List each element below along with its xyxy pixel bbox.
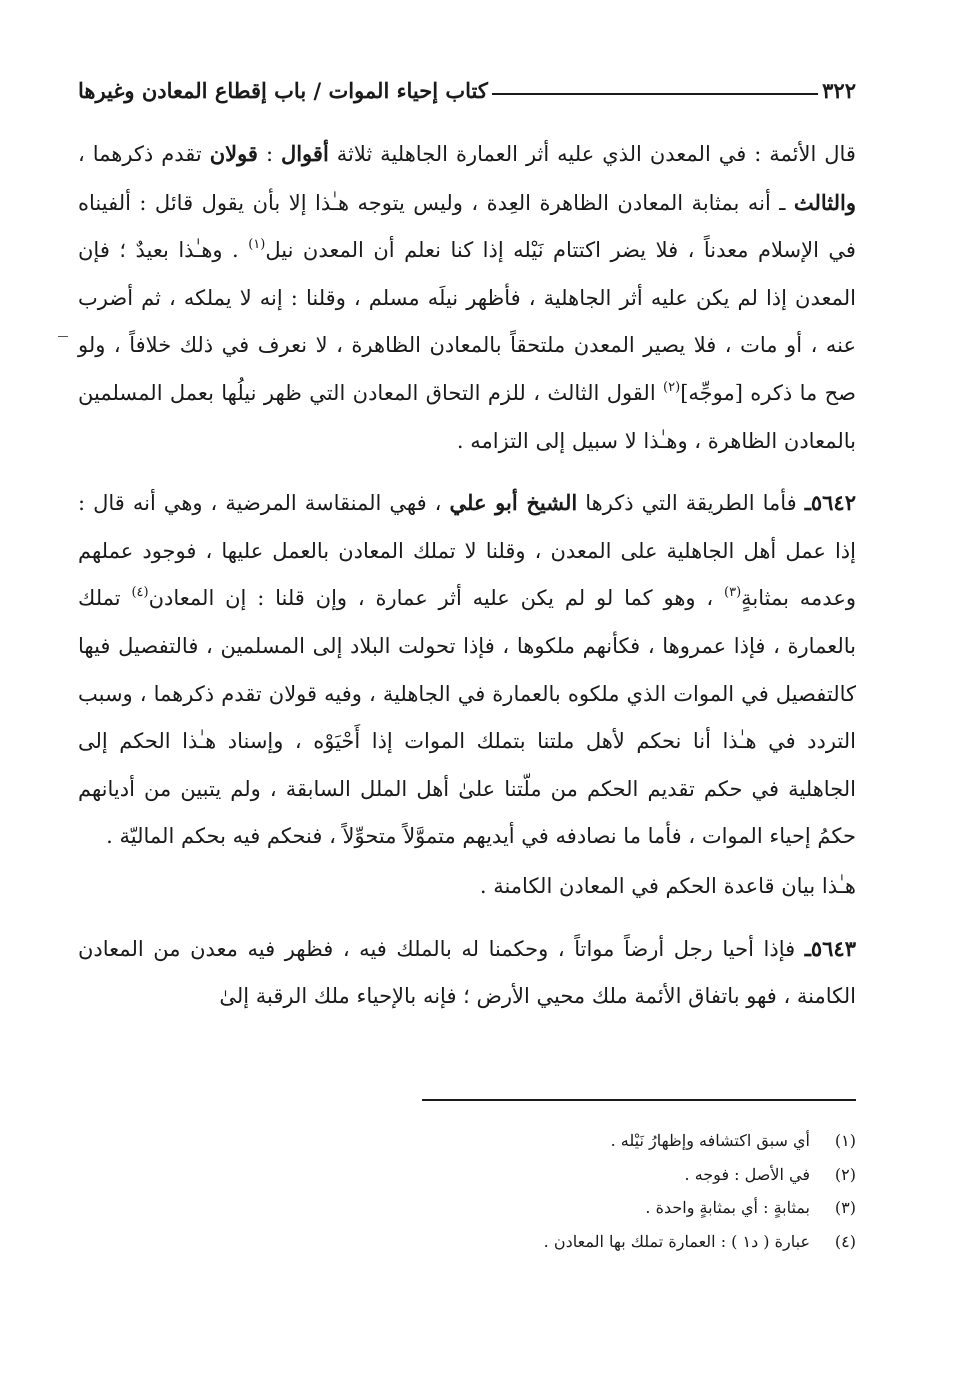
footnote-ref[interactable]: (٤) xyxy=(131,585,149,601)
footnote-text: أي سبق اكتشافه وإظهارُ نَيْله . xyxy=(610,1131,810,1150)
paragraph-1 xyxy=(78,130,856,465)
footnote xyxy=(78,1124,856,1158)
page-number: ٣٢٢ xyxy=(822,77,856,103)
footnote-ref[interactable]: (٢) xyxy=(663,379,681,395)
header-rule xyxy=(492,93,818,95)
text-run: . وهـٰذا بعيدٌ ؛ فإن المعدن إذا لم يكن عليه أثر الجاهلية ، فأظهر نيلَه مسلم ، وقلنا : إنه لا يملكه ، ثم أضرب عنه ، أو مات ، فلا يصير المعدن ملتحقاً بالمعادن الظاهرة ، لا نعرف في ذلك خلافاً ، ولو صح ما ذكره [موجِّه] xyxy=(78,238,856,405)
paragraph-4 xyxy=(78,925,856,1021)
footnote xyxy=(78,1158,856,1192)
body-text xyxy=(78,130,856,1021)
section-number: ٥٦٤٣ـ xyxy=(804,935,856,961)
text-run: تملك بالعمارة ، فإذا عمروها ، فكأنهم ملكوها ، فإذا تحولت البلاد إلى المسلمين ، فالتفصيل فيها كالتفصيل في الموات الذي ملكوه بالعمارة في الجاهلية ، وفيه قولان تقدم ذكرهما ، وسبب التردد في هـٰذا أنا نحكم لأهل ملتنا بتملك الموات إذا أَحْيَوْه ، وإسناد هـٰذا الحكم إلى الجاهلية في حكم تقديم الحكم من ملّتنا علىٰ أهل الملل السابقة ، ولم يتبين من أديانهم حكمُ إحياء الموات ، فأما ما نصادفه في أيديهم متموَّلاً متحوِّلاً ، فنحكم فيه بحكم الماليّة . xyxy=(78,586,856,849)
footnote-text: عبارة ( د١ ) : العمارة تملك بها المعادن . xyxy=(543,1231,810,1251)
bold-term: والثالث xyxy=(793,189,856,215)
text-run: ، فهي المنقاسة المرضية ، وهي أنه قال : إذا عمل أهل الجاهلية على المعدن ، وقلنا لا تملك المعادن بالعمل عليها ، فوجود عملهم وعدمه بمثابةٍ xyxy=(78,491,856,611)
paragraph-3: هـٰذا بيان قاعدة الحكم في المعادن الكامنة . xyxy=(479,873,856,898)
footnote xyxy=(78,1225,856,1259)
text-run: : xyxy=(257,142,281,166)
footnote-number: (٤) xyxy=(834,1231,856,1251)
bold-term: الشيخ أبو علي xyxy=(449,490,578,516)
footnote-number: (٢) xyxy=(834,1164,856,1184)
text-run: فإذا أحيا رجل أرضاً مواتاً ، وحكمنا له بالملك فيه ، فظهر فيه معدن من المعادن الكامنة ، فهو باتفاق الأئمة ملك محيي الأرض ؛ فإنه بالإحياء ملك الرقبة إلىٰ xyxy=(78,936,856,1009)
paragraph-2 xyxy=(78,479,856,861)
footnotes xyxy=(78,1124,856,1258)
footnote xyxy=(78,1191,856,1225)
footnote-separator xyxy=(422,1099,856,1101)
text-run: ـ أنه بمثابة المعادن الظاهرة العِدة ، وليس يتوجه هـٰذا إلا بأن يقول قائل : ألفيناه في الإسلام معدناً ، فلا يضر اكتتام نَيْله إذا كنا نعلم أن المعدن نيل xyxy=(78,190,856,263)
text-run: قال الأئمة : في المعدن الذي عليه أثر العمارة الجاهلية ثلاثة xyxy=(328,142,856,166)
text-run: القول الثالث ، للزم التحاق المعادن التي ظهر نيلُها بعمل المسلمين بالمعادن الظاهرة ، وهـٰذا لا سبيل إلى التزامه . xyxy=(78,380,856,453)
running-title: كتاب إحياء الموات / باب إقطاع المعادن وغيرها xyxy=(78,77,488,103)
page xyxy=(78,70,856,1251)
footnote-text: بمثابةٍ : أي بمثابةٍ واحدة . xyxy=(645,1198,810,1217)
text-run: فأما الطريقة التي ذكرها xyxy=(577,491,805,516)
footnote-number: (٣) xyxy=(834,1198,856,1217)
running-header xyxy=(78,70,856,110)
footnote-text: في الأصل : فوجه . xyxy=(684,1164,810,1184)
section-number: ٥٦٤٢ـ xyxy=(804,490,856,516)
text-run: تقدم ذكرهما ، xyxy=(78,142,210,166)
bold-term: قولان xyxy=(209,141,258,166)
margin-mark xyxy=(58,336,68,337)
footnote-number: (١) xyxy=(834,1131,856,1150)
bold-term: أقوال xyxy=(280,141,329,166)
footnote-ref[interactable]: (١) xyxy=(248,237,266,253)
text-run: ، وهو كما لو لم يكن عليه أثر عمارة ، وإن قلنا : إن المعادن xyxy=(148,586,724,611)
footnote-ref[interactable]: (٣) xyxy=(724,585,742,601)
